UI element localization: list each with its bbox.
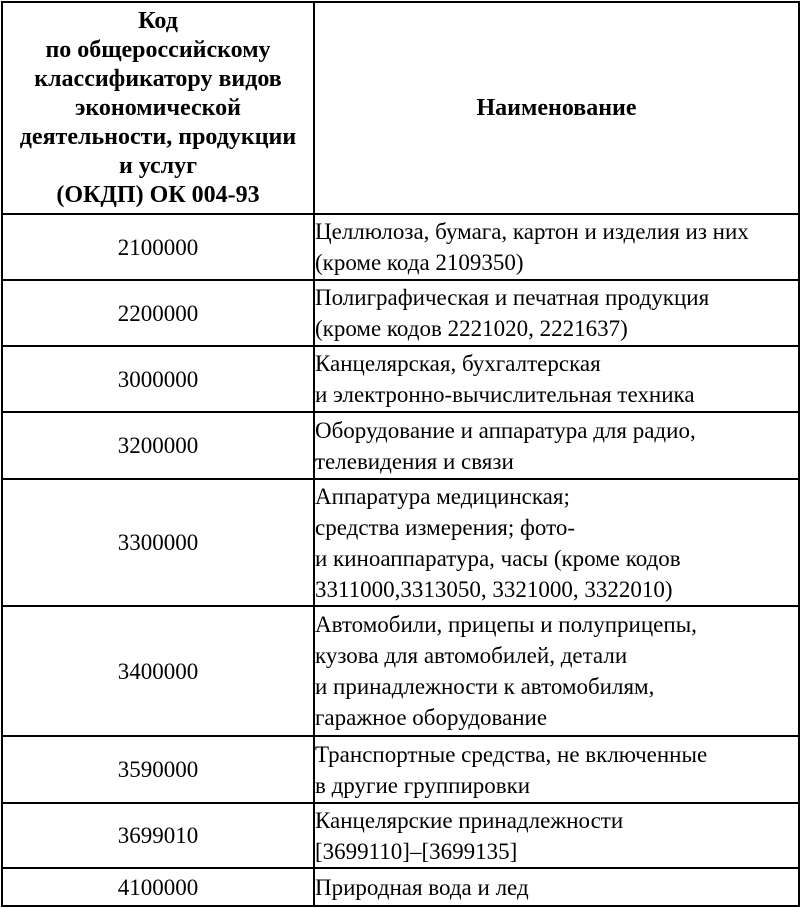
name-cell [314, 803, 799, 868]
name-cell [314, 479, 799, 606]
code-cell: 3400000 [2, 606, 314, 736]
name-line: Автомобили, прицепы и полуприцепы, [315, 612, 697, 637]
table-row [2, 868, 799, 906]
header-code-line: экономической [75, 94, 241, 121]
code-cell: 3300000 [2, 479, 314, 606]
name-line: в другие группировки [315, 772, 531, 798]
name-line: Целлюлоза, бумага, картон и изделия из них [315, 219, 749, 244]
name-line: телевидения и связи [315, 448, 514, 474]
name-cell [314, 280, 799, 346]
name-line: Оборудование и аппаратура для радио, [315, 417, 696, 443]
name-line: средства измерения; фото- [315, 514, 575, 540]
name-line: (кроме кода 2109350) [315, 250, 524, 275]
name-line: [3699110]–[3699135] [315, 838, 518, 864]
code-cell: 2200000 [2, 280, 314, 346]
table-row [2, 280, 799, 346]
header-code-line: и услуг [118, 152, 198, 179]
okdp-table [1, 1, 800, 907]
name-cell [314, 868, 799, 906]
table-row [2, 479, 799, 606]
header-name-cell: Наименование [314, 2, 799, 214]
table-row [2, 606, 799, 736]
code-cell: 3590000 [2, 736, 314, 803]
header-code-line: (ОКДП) ОК 004-93 [56, 181, 260, 208]
code-cell: 3699010 [2, 803, 314, 868]
name-line: Транспортные средства, не включенные [315, 741, 708, 767]
table-row [2, 214, 799, 280]
name-line: 3311000,3313050, 3321000, 3322010) [315, 576, 673, 602]
name-cell [314, 346, 799, 412]
table-row [2, 346, 799, 412]
name-line: гаражное оборудование [315, 705, 548, 730]
name-line: Полиграфическая и печатная продукция [315, 285, 710, 310]
name-line: Канцелярские принадлежности [315, 807, 624, 833]
name-line: Канцелярская, бухгалтерская [315, 351, 601, 376]
header-code-cell [2, 2, 314, 214]
name-cell [314, 412, 799, 479]
header-code-line: Код [138, 7, 178, 34]
code-cell: 4100000 [2, 868, 314, 906]
name-cell [314, 214, 799, 280]
code-cell: 3200000 [2, 412, 314, 479]
code-cell: 3000000 [2, 346, 314, 412]
name-line: Аппаратура медицинская; [315, 483, 570, 509]
header-code-line: по общероссийскому [45, 36, 271, 63]
name-line: и принадлежности к автомобилям, [315, 674, 655, 699]
name-line: кузова для автомобилей, детали [315, 643, 628, 668]
table-row [2, 803, 799, 868]
name-line: и электронно-вычислительная техника [315, 382, 695, 407]
name-line: и киноаппаратура, часы (кроме кодов [315, 545, 681, 571]
name-cell [314, 736, 799, 803]
name-cell [314, 606, 799, 736]
table-row [2, 736, 799, 803]
name-line: (кроме кодов 2221020, 2221637) [315, 316, 628, 341]
table-row [2, 412, 799, 479]
header-code-line: деятельности, продукции [19, 123, 297, 150]
name-line: Природная вода и лед [315, 874, 529, 900]
code-cell: 2100000 [2, 214, 314, 280]
header-row [2, 2, 799, 214]
header-code-line: классификатору видов [34, 65, 282, 92]
